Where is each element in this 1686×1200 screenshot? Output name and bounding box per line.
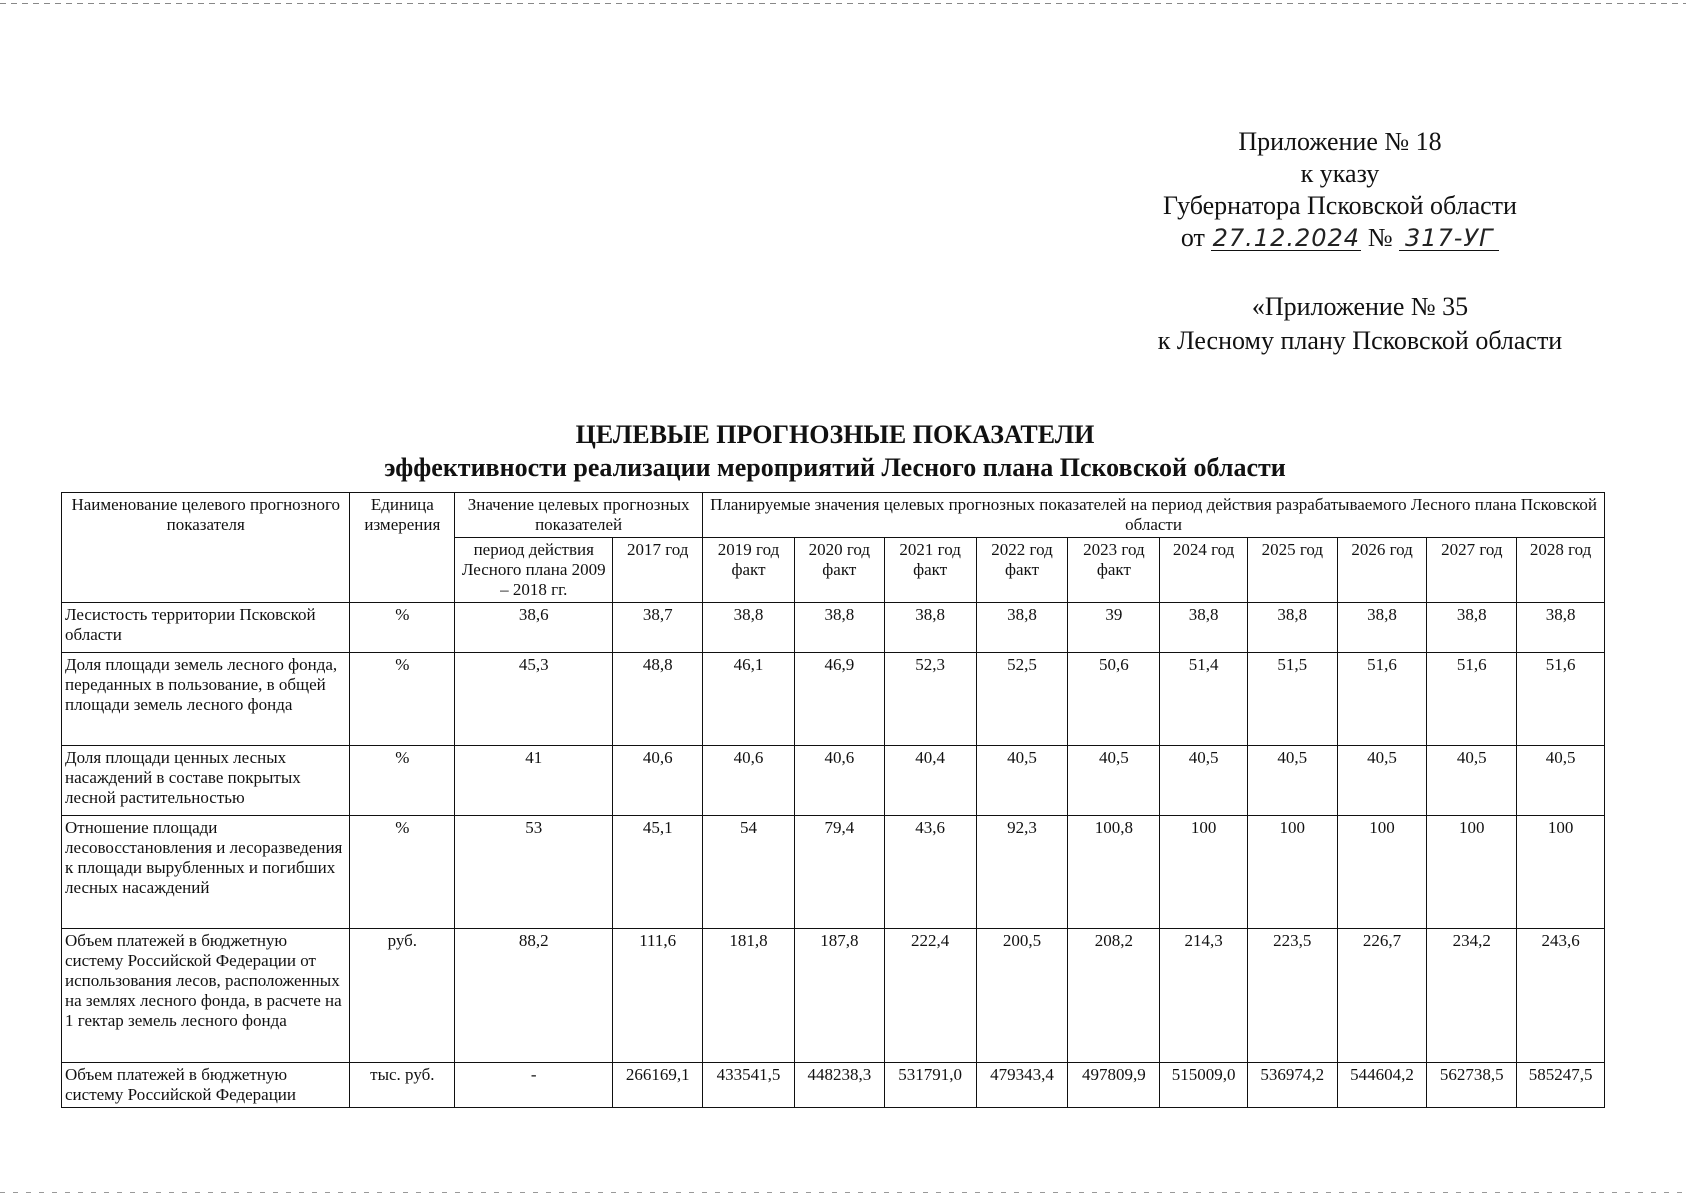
value-cell: 51,4 <box>1160 653 1248 746</box>
indicator-name: Объем платежей в бюджетную систему Российской Федерации от использования лесов, расположенных на землях лесного фонда, в расчете на 1 гектар земель лесного фонда <box>62 929 350 1063</box>
value-cell: 40,5 <box>1337 746 1427 816</box>
value-cell: 40,6 <box>613 746 703 816</box>
value-cell: 38,8 <box>1247 603 1337 653</box>
value-cell: 52,5 <box>976 653 1068 746</box>
value-cell: 38,7 <box>613 603 703 653</box>
value-cell: 51,6 <box>1517 653 1605 746</box>
value-cell: 39 <box>1068 603 1160 653</box>
value-cell: 46,9 <box>794 653 884 746</box>
table-row <box>62 746 1605 816</box>
table-row <box>62 816 1605 929</box>
value-cell: 92,3 <box>976 816 1068 929</box>
value-cell: 51,5 <box>1247 653 1337 746</box>
value-cell: 45,1 <box>613 816 703 929</box>
subheader-2022: 2022 год факт <box>976 538 1068 603</box>
value-cell: 38,8 <box>1427 603 1517 653</box>
value-cell: 51,6 <box>1337 653 1427 746</box>
value-cell: 38,8 <box>976 603 1068 653</box>
value-cell: 45,3 <box>455 653 613 746</box>
value-cell: 40,5 <box>1517 746 1605 816</box>
indicator-name: Доля площади земель лесного фонда, переданных в пользование, в общей площади земель лесного фонда <box>62 653 350 746</box>
value-cell: 40,6 <box>794 746 884 816</box>
header-indicator-name: Наименование целевого прогнозного показателя <box>62 493 350 603</box>
value-cell: 226,7 <box>1337 929 1427 1063</box>
header-unit: Единица измерения <box>350 493 455 603</box>
indicator-name: Доля площади ценных лесных насаждений в составе покрытых лесной растительностью <box>62 746 350 816</box>
subheader-period: период действия Лесного плана 2009 – 2018 гг. <box>455 538 613 603</box>
subheader-2019: 2019 год факт <box>703 538 795 603</box>
value-cell: 40,5 <box>1247 746 1337 816</box>
number-sign: № <box>1367 223 1393 252</box>
value-cell: - <box>455 1063 613 1108</box>
header-planned: Планируемые значения целевых прогнозных показателей на период действия разрабатываемого Лесного плана Псковской области <box>703 493 1605 538</box>
value-cell: 100 <box>1427 816 1517 929</box>
document-title <box>300 418 1370 484</box>
indicator-name: Лесистость территории Псковской области <box>62 603 350 653</box>
value-cell: 433541,5 <box>703 1063 795 1108</box>
value-cell: 266169,1 <box>613 1063 703 1108</box>
indicator-unit: руб. <box>350 929 455 1063</box>
indicator-name: Отношение площади лесовосстановления и лесоразведения к площади вырубленных и погибших лесных насаждений <box>62 816 350 929</box>
subheader-2017: 2017 год <box>613 538 703 603</box>
appendix-forest-plan: к Лесному плану Псковской области <box>1157 326 1563 355</box>
value-cell: 40,5 <box>1068 746 1160 816</box>
value-cell: 46,1 <box>703 653 795 746</box>
value-cell: 100,8 <box>1068 816 1160 929</box>
indicator-unit: % <box>350 653 455 746</box>
subheader-2028: 2028 год <box>1517 538 1605 603</box>
value-cell: 234,2 <box>1427 929 1517 1063</box>
value-cell: 181,8 <box>703 929 795 1063</box>
scan-edge-bottom <box>0 1192 1686 1193</box>
value-cell: 52,3 <box>884 653 976 746</box>
title-main: ЦЕЛЕВЫЕ ПРОГНОЗНЫЕ ПОКАЗАТЕЛИ <box>575 420 1095 449</box>
value-cell: 562738,5 <box>1427 1063 1517 1108</box>
handwritten-number: 317-УГ <box>1399 226 1499 251</box>
value-cell: 40,5 <box>976 746 1068 816</box>
indicator-unit: % <box>350 816 455 929</box>
value-cell: 43,6 <box>884 816 976 929</box>
subheader-2020: 2020 год факт <box>794 538 884 603</box>
scan-edge-top <box>0 3 1686 4</box>
value-cell: 38,8 <box>884 603 976 653</box>
value-cell: 40,4 <box>884 746 976 816</box>
value-cell: 40,6 <box>703 746 795 816</box>
subheader-2027: 2027 год <box>1427 538 1517 603</box>
indicator-unit: % <box>350 603 455 653</box>
decree-to-order: к указу <box>1300 159 1380 188</box>
value-cell: 531791,0 <box>884 1063 976 1108</box>
subheader-2025: 2025 год <box>1247 538 1337 603</box>
value-cell: 243,6 <box>1517 929 1605 1063</box>
value-cell: 79,4 <box>794 816 884 929</box>
value-cell: 536974,2 <box>1247 1063 1337 1108</box>
table-row <box>62 603 1605 653</box>
table-row <box>62 653 1605 746</box>
value-cell: 54 <box>703 816 795 929</box>
date-prefix: от <box>1180 223 1205 252</box>
value-cell: 100 <box>1160 816 1248 929</box>
subheader-2024: 2024 год <box>1160 538 1248 603</box>
value-cell: 38,8 <box>703 603 795 653</box>
value-cell: 448238,3 <box>794 1063 884 1108</box>
decree-governor: Губернатора Псковской области <box>1163 191 1517 220</box>
value-cell: 200,5 <box>976 929 1068 1063</box>
value-cell: 497809,9 <box>1068 1063 1160 1108</box>
appendix-number: «Приложение № 35 <box>1251 292 1469 321</box>
value-cell: 585247,5 <box>1517 1063 1605 1108</box>
value-cell: 40,5 <box>1160 746 1248 816</box>
indicator-unit: % <box>350 746 455 816</box>
indicator-name: Объем платежей в бюджетную систему Российской Федерации <box>62 1063 350 1108</box>
value-cell: 100 <box>1247 816 1337 929</box>
value-cell: 38,8 <box>1160 603 1248 653</box>
value-cell: 208,2 <box>1068 929 1160 1063</box>
appendix-reference <box>1130 290 1590 358</box>
decree-date-line <box>1060 222 1620 254</box>
value-cell: 51,6 <box>1427 653 1517 746</box>
value-cell: 479343,4 <box>976 1063 1068 1108</box>
decree-appendix-number: Приложение № 18 <box>1238 127 1442 156</box>
value-cell: 111,6 <box>613 929 703 1063</box>
header-values: Значение целевых прогнозных показателей <box>455 493 703 538</box>
value-cell: 38,6 <box>455 603 613 653</box>
indicator-unit: тыс. руб. <box>350 1063 455 1108</box>
value-cell: 38,8 <box>1517 603 1605 653</box>
value-cell: 50,6 <box>1068 653 1160 746</box>
value-cell: 187,8 <box>794 929 884 1063</box>
subheader-2021: 2021 год факт <box>884 538 976 603</box>
value-cell: 48,8 <box>613 653 703 746</box>
value-cell: 38,8 <box>794 603 884 653</box>
value-cell: 100 <box>1337 816 1427 929</box>
handwritten-date: 27.12.2024 <box>1212 224 1361 252</box>
title-sub: эффективности реализации мероприятий Лесного плана Псковской области <box>384 453 1286 482</box>
value-cell: 40,5 <box>1427 746 1517 816</box>
value-cell: 515009,0 <box>1160 1063 1248 1108</box>
decree-header <box>1060 126 1620 254</box>
value-cell: 223,5 <box>1247 929 1337 1063</box>
subheader-2023: 2023 год факт <box>1068 538 1160 603</box>
table-row <box>62 1063 1605 1108</box>
value-cell: 38,8 <box>1337 603 1427 653</box>
value-cell: 41 <box>455 746 613 816</box>
subheader-2026: 2026 год <box>1337 538 1427 603</box>
table-row <box>62 929 1605 1063</box>
value-cell: 214,3 <box>1160 929 1248 1063</box>
value-cell: 222,4 <box>884 929 976 1063</box>
value-cell: 88,2 <box>455 929 613 1063</box>
value-cell: 100 <box>1517 816 1605 929</box>
indicators-table <box>61 492 1605 1108</box>
value-cell: 544604,2 <box>1337 1063 1427 1108</box>
value-cell: 53 <box>455 816 613 929</box>
